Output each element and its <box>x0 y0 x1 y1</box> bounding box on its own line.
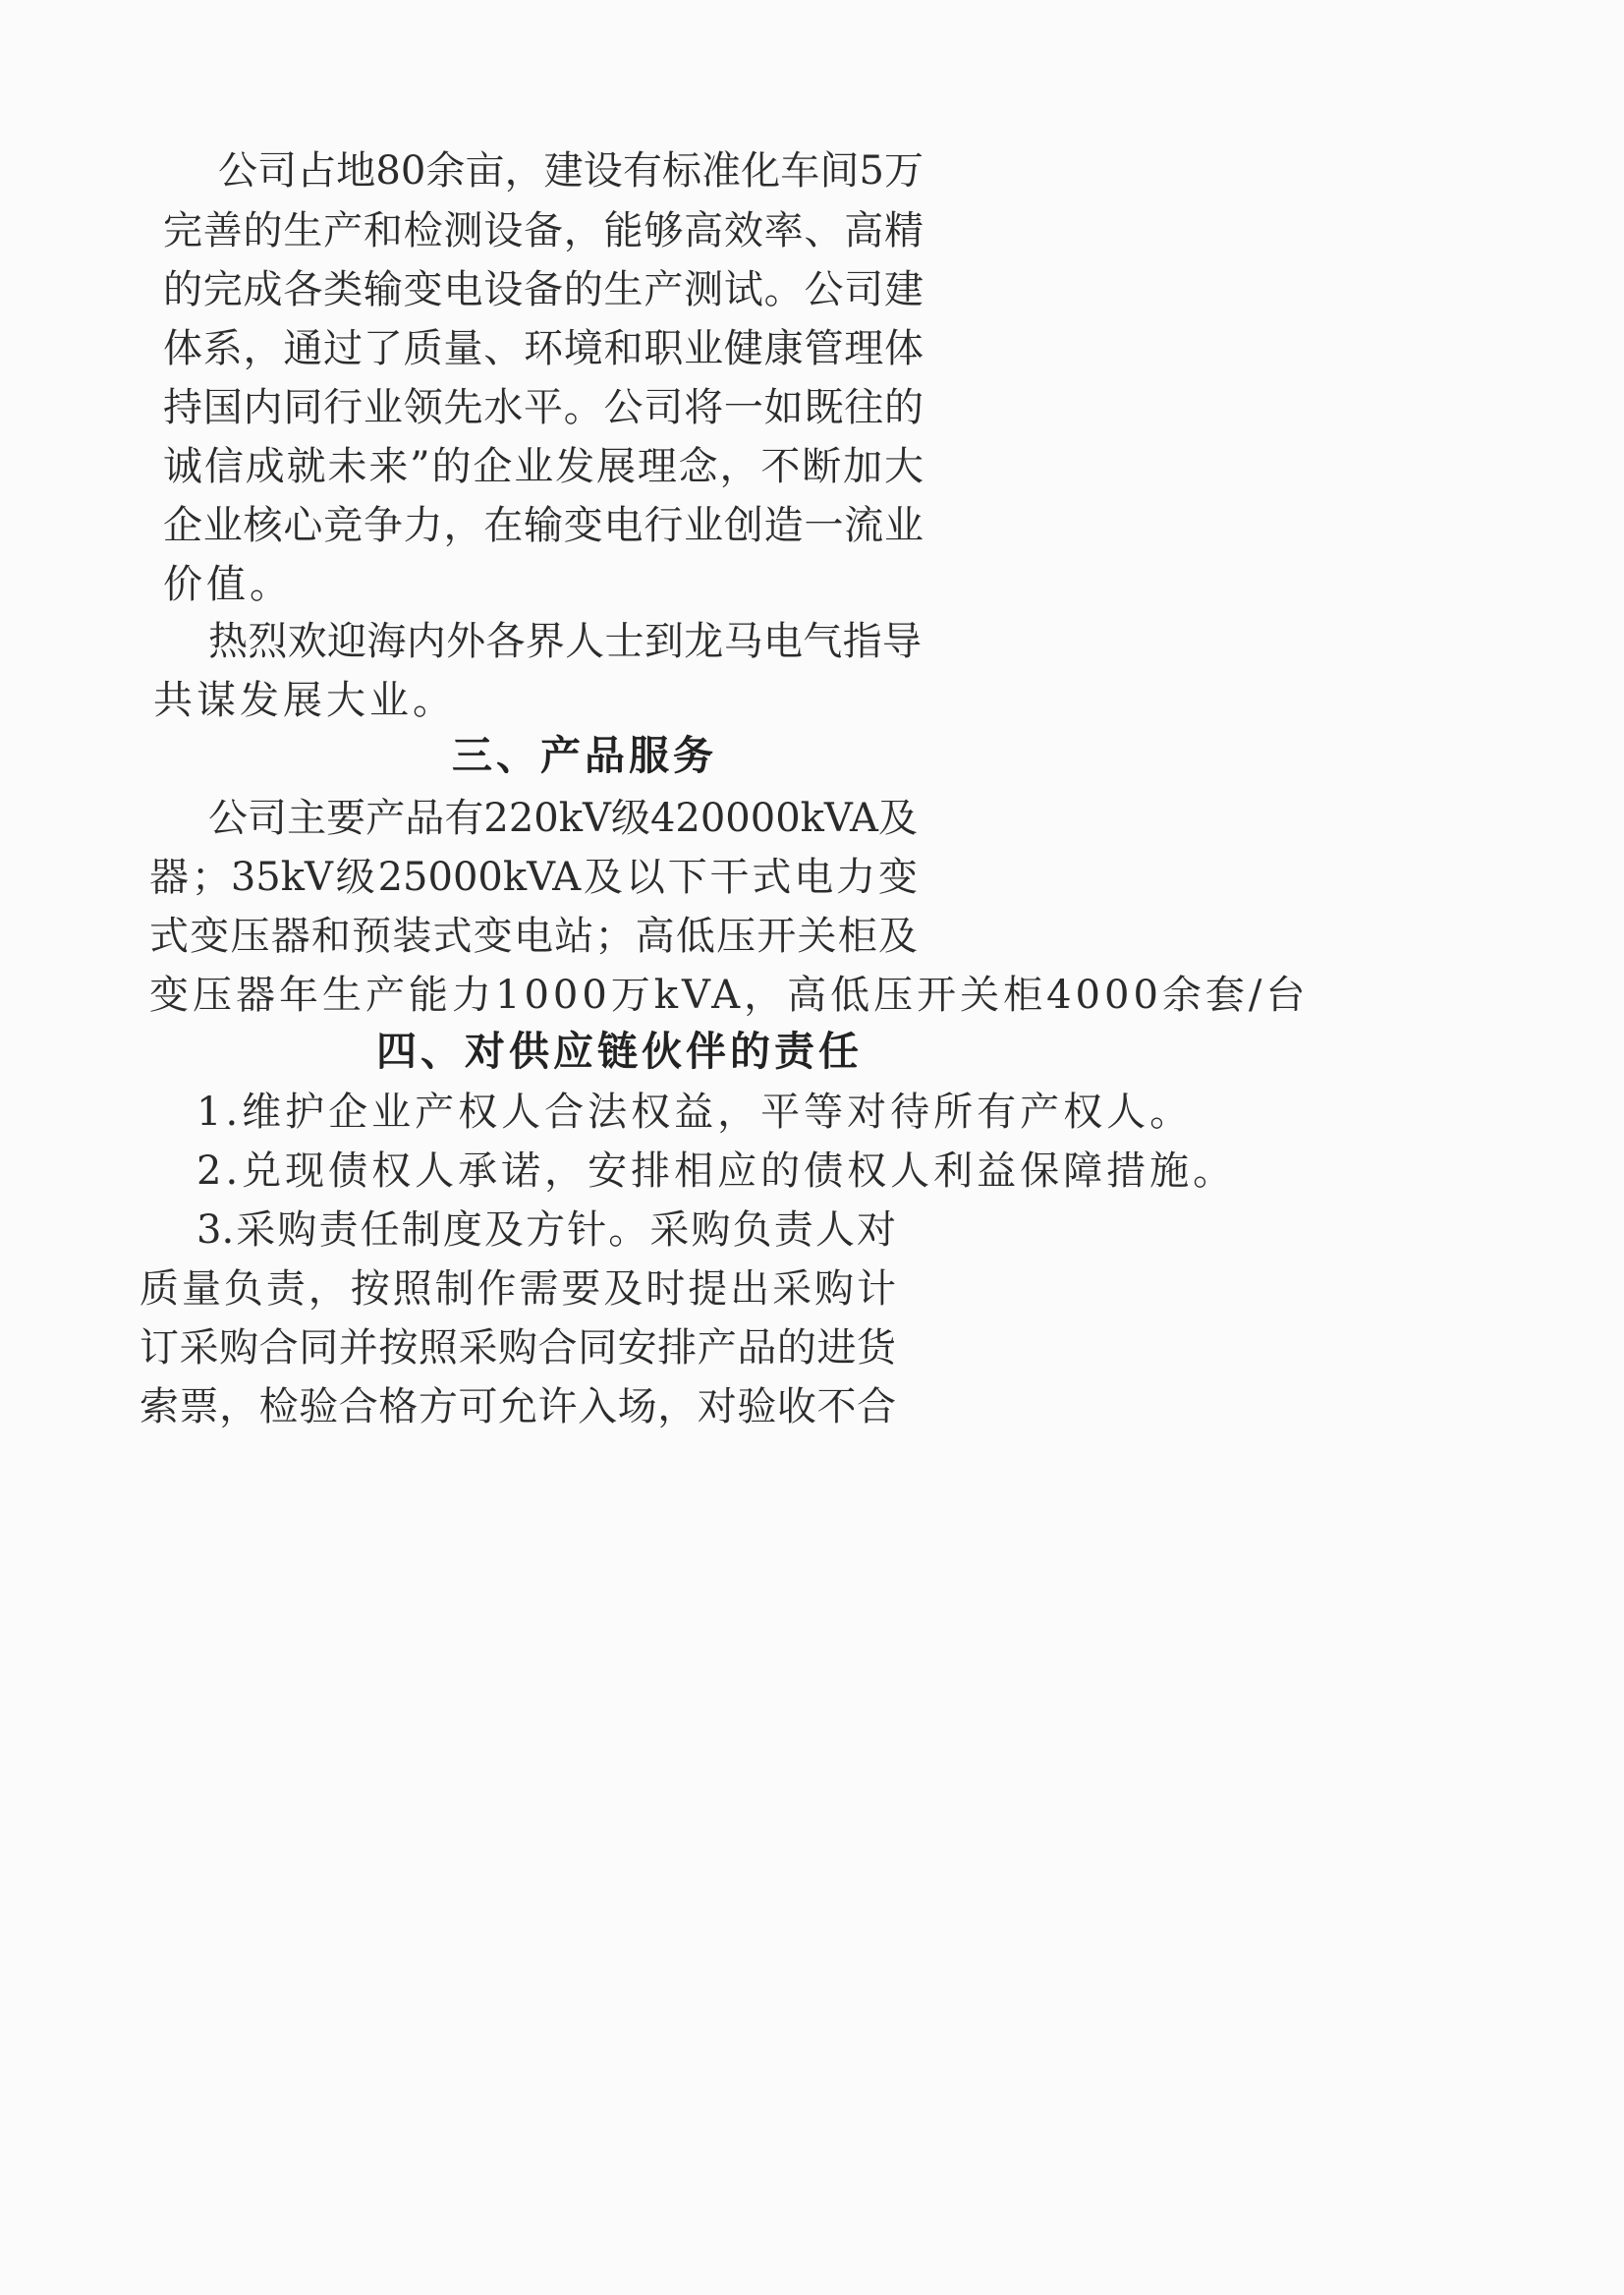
section-3-line-4: 变压器年生产能力1000万kVA，高低压开关柜4000余套/台 <box>149 973 1310 1018</box>
section-4-item-3-line-4: 索票，检验合格方可允许入场，对验收不合 <box>140 1384 896 1429</box>
section-4-item-2: 2.兑现债权人承诺，安排相应的债权人利益保障措施。 <box>196 1148 1237 1194</box>
section-3-line-1: 公司主要产品有220kV级420000kVA及 <box>208 796 918 841</box>
intro-paragraph-2-line-1: 热烈欢迎海内外各界人士到龙马电气指导 <box>208 619 922 664</box>
section-3-line-2: 器；35kV级25000kVA及以下干式电力变 <box>149 855 918 900</box>
section-4-heading: 四、对供应链伙伴的责任 <box>376 1028 863 1075</box>
intro-paragraph-2-line-2: 共谋发展大业。 <box>153 678 456 723</box>
section-4-item-3-line-3: 订采购合同并按照采购合同安排产品的进货 <box>140 1325 896 1371</box>
section-4-item-3-line-2: 质量负责，按照制作需要及时提出采购计 <box>140 1266 896 1312</box>
intro-paragraph-1-line-6: 诚信成就未来”的企业发展理念，不断加大 <box>163 444 924 489</box>
section-3-heading: 三、产品服务 <box>452 732 717 779</box>
intro-paragraph-1-line-7: 企业核心竞争力，在输变电行业创造一流业 <box>163 503 924 548</box>
section-3-line-3: 式变压器和预装式变电站；高低压开关柜及 <box>149 914 918 959</box>
intro-paragraph-1-line-8: 价值。 <box>163 562 293 607</box>
intro-paragraph-1-line-5: 持国内同行业领先水平。公司将一如既往的 <box>163 385 924 430</box>
intro-paragraph-1-line-2: 完善的生产和检测设备，能够高效率、高精 <box>163 208 924 253</box>
section-4-item-1: 1.维护企业产权人合法权益，平等对待所有产权人。 <box>196 1090 1194 1135</box>
section-4-item-3-line-1: 3.采购责任制度及方针。采购负责人对 <box>196 1207 896 1253</box>
intro-paragraph-1-line-4: 体系，通过了质量、环境和职业健康管理体 <box>163 326 924 371</box>
intro-paragraph-1-line-3: 的完成各类输变电设备的生产测试。公司建 <box>163 267 924 312</box>
intro-paragraph-1-line-1: 公司占地80余亩，建设有标准化车间5万 <box>218 148 924 194</box>
